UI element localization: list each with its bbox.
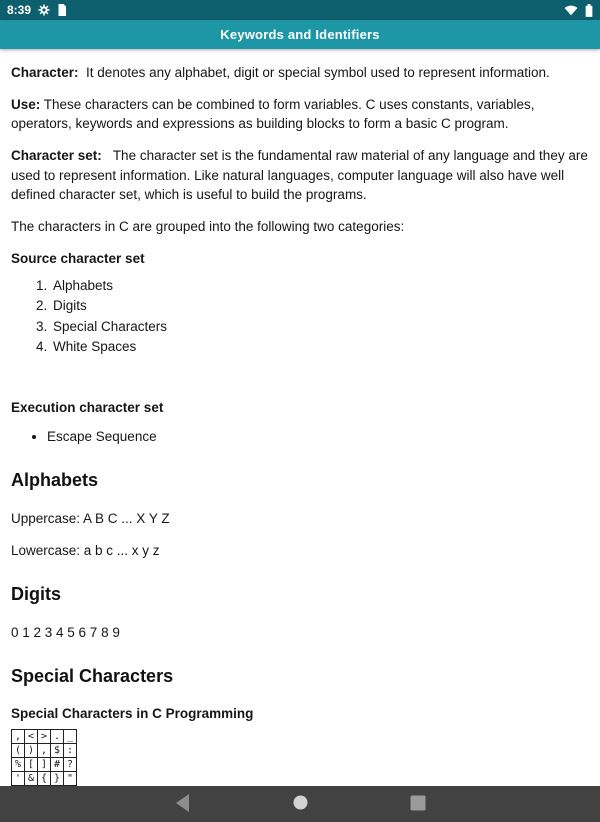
character-set-label: Character set: bbox=[11, 148, 102, 164]
wifi-icon bbox=[564, 4, 578, 16]
execution-character-set-list bbox=[11, 427, 589, 446]
table-cell: ) bbox=[25, 744, 38, 758]
use-text: These characters can be combined to form variables. C uses constants, variables, operators, keywords and expressions as building blocks to form a basic C program. bbox=[11, 97, 535, 132]
special-characters-table bbox=[11, 729, 77, 786]
uppercase-line: Uppercase: A B C ... X Y Z bbox=[11, 510, 170, 526]
table-cell: , bbox=[12, 730, 25, 744]
character-set-text: The character set is the fundamental raw material of any language and they are used to represent information. Like natural languages, computer language will also have well defined character set, which is useful to build the programs. bbox=[11, 148, 588, 202]
table-cell: < bbox=[25, 730, 38, 744]
table-cell: } bbox=[51, 772, 64, 786]
alphabets-heading: Alphabets bbox=[11, 470, 99, 491]
character-label: Character: bbox=[11, 65, 79, 80]
list-item: 1. Alphabets bbox=[51, 276, 589, 295]
source-character-set-list bbox=[11, 276, 589, 356]
table-row bbox=[12, 772, 77, 786]
table-cell: " bbox=[64, 772, 77, 786]
status-time: 8:39 bbox=[7, 3, 32, 17]
home-icon bbox=[293, 795, 308, 813]
special-characters-heading: Special Characters bbox=[11, 665, 174, 686]
battery-icon bbox=[585, 4, 593, 17]
table-cell: ' bbox=[12, 772, 25, 786]
table-cell: . bbox=[51, 730, 64, 744]
table-row bbox=[12, 730, 77, 744]
special-characters-subheading: Special Characters in C Programming bbox=[11, 706, 254, 722]
status-bar bbox=[0, 0, 600, 20]
content-scroll-area[interactable] bbox=[0, 49, 600, 786]
recents-icon bbox=[410, 795, 426, 814]
lowercase-line: Lowercase: a b c ... x y z bbox=[11, 542, 160, 558]
back-icon bbox=[175, 794, 190, 815]
use-label: Use: bbox=[11, 97, 41, 113]
home-button[interactable] bbox=[282, 789, 318, 819]
table-cell: $ bbox=[51, 744, 64, 758]
paragraph-character-set bbox=[11, 146, 589, 203]
list-item: 4. White Spaces bbox=[51, 337, 589, 356]
page-title: Keywords and Identifiers bbox=[220, 27, 380, 42]
source-character-set-title: Source character set bbox=[11, 251, 145, 267]
character-text: It denotes any alphabet, digit or special symbol used to represent information. bbox=[86, 65, 550, 80]
table-cell: & bbox=[25, 772, 38, 786]
paragraph-character bbox=[11, 63, 589, 82]
execution-character-set-title: Execution character set bbox=[11, 399, 164, 415]
table-cell: _ bbox=[64, 730, 77, 744]
table-cell: , bbox=[38, 744, 51, 758]
table-cell: : bbox=[64, 744, 77, 758]
document-icon bbox=[57, 4, 67, 16]
list-item: 2. Digits bbox=[51, 296, 589, 315]
navigation-bar bbox=[0, 786, 600, 822]
table-cell: ( bbox=[12, 744, 25, 758]
gear-icon bbox=[38, 4, 50, 16]
table-row bbox=[12, 758, 77, 772]
list-item: • Escape Sequence bbox=[47, 427, 589, 446]
digits-line: 0 1 2 3 4 5 6 7 8 9 bbox=[11, 624, 120, 640]
paragraph-categories: The characters in C are grouped into the following two categories: bbox=[11, 218, 405, 234]
table-cell: ] bbox=[38, 758, 51, 772]
app-bar bbox=[0, 20, 600, 49]
digits-heading: Digits bbox=[11, 584, 62, 605]
table-cell: [ bbox=[25, 758, 38, 772]
list-item: 3. Special Characters bbox=[51, 317, 589, 336]
table-row bbox=[12, 744, 77, 758]
paragraph-use bbox=[11, 95, 589, 133]
table-cell: > bbox=[38, 730, 51, 744]
table-cell: ? bbox=[64, 758, 77, 772]
table-cell: % bbox=[12, 758, 25, 772]
recents-button[interactable] bbox=[400, 789, 436, 819]
back-button[interactable] bbox=[164, 789, 200, 819]
table-cell: # bbox=[51, 758, 64, 772]
table-cell: { bbox=[38, 772, 51, 786]
